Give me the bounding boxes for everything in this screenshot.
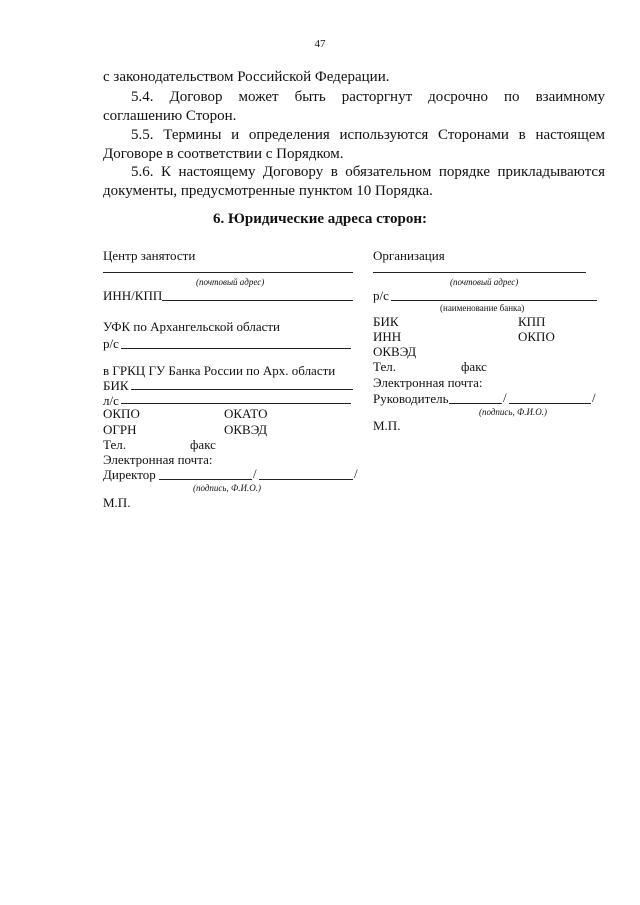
right-bik-label: БИК [373, 314, 399, 329]
left-stamp-label: М.П. [103, 495, 131, 510]
paragraph-5-4-line-1: 5.4. Договор может быть расторгнут досрочно по взаимному [131, 89, 605, 105]
right-sign-caption: (подпись, Ф.И.О.) [479, 407, 548, 417]
right-fax-label: факс [461, 359, 487, 374]
page-number: 47 [314, 38, 326, 50]
paragraph-5-6-line-2: документы, предусмотренные пунктом 10 Порядка. [103, 183, 433, 199]
right-head-signature-line[interactable] [449, 403, 502, 404]
paragraph-5-4-line-2: соглашению Сторон. [103, 108, 237, 124]
paragraph-line: с законодательством Российской Федерации. [103, 69, 390, 85]
left-director-name-line[interactable] [259, 479, 353, 480]
right-rs-line[interactable] [391, 300, 597, 301]
left-rs-label: р/с [103, 336, 119, 351]
left-postal-line[interactable] [103, 272, 353, 273]
left-inn-kpp-label: ИНН/КПП [103, 288, 163, 303]
left-director-signature-line[interactable] [159, 479, 252, 480]
right-tel-label: Тел. [373, 359, 396, 374]
left-postal-caption: (почтовый адрес) [196, 277, 265, 287]
left-okpo-label: ОКПО [103, 406, 140, 421]
left-ogrn-label: ОГРН [103, 422, 137, 437]
paragraph-5-5-line-2: Договоре в соответствии с Порядком. [103, 146, 344, 162]
right-email-label: Электронная почта: [373, 375, 483, 390]
left-ls-label: л/с [103, 393, 119, 408]
right-bank-caption: (наименование банка) [440, 303, 525, 313]
left-tel-label: Тел. [103, 437, 126, 452]
left-inn-kpp-line[interactable] [162, 300, 353, 301]
right-postal-caption: (почтовый адрес) [450, 277, 519, 287]
left-okato-label: ОКАТО [224, 406, 268, 421]
left-email-label: Электронная почта: [103, 452, 213, 467]
paragraph-5-5-line-1: 5.5. Термины и определения используются Сторонами в настоящем [131, 127, 605, 143]
left-okved-label: ОКВЭД [224, 422, 268, 437]
right-slash-end: / [592, 390, 596, 405]
right-rs-label: р/с [373, 288, 389, 303]
left-slash: / [253, 466, 257, 481]
left-ufk-label: УФК по Архангельской области [103, 319, 281, 334]
right-title: Организация [373, 248, 445, 263]
paragraph-5-6-line-1: 5.6. К настоящему Договору в обязательном порядке прикладываются [131, 164, 605, 180]
left-fax-label: факс [190, 437, 216, 452]
right-stamp-label: М.П. [373, 418, 401, 433]
left-grkc-label: в ГРКЦ ГУ Банка России по Арх. области [103, 363, 336, 378]
right-okpo-label: ОКПО [518, 329, 555, 344]
right-okved-label: ОКВЭД [373, 344, 417, 359]
right-inn-label: ИНН [373, 329, 402, 344]
left-title: Центр занятости [103, 248, 196, 263]
left-sign-caption: (подпись, Ф.И.О.) [193, 483, 262, 493]
left-slash-end: / [354, 466, 358, 481]
section-heading: 6. Юридические адреса сторон: [213, 211, 427, 227]
left-director-label: Директор [103, 467, 156, 482]
right-slash: / [503, 390, 507, 405]
right-postal-line[interactable] [373, 272, 586, 273]
left-bik-label: БИК [103, 378, 129, 393]
right-head-label: Руководитель [373, 391, 449, 406]
left-rs-line[interactable] [121, 348, 351, 349]
right-kpp-label: КПП [518, 314, 546, 329]
right-head-name-line[interactable] [509, 403, 591, 404]
left-ls-line[interactable] [121, 403, 351, 404]
left-bik-line[interactable] [131, 389, 353, 390]
